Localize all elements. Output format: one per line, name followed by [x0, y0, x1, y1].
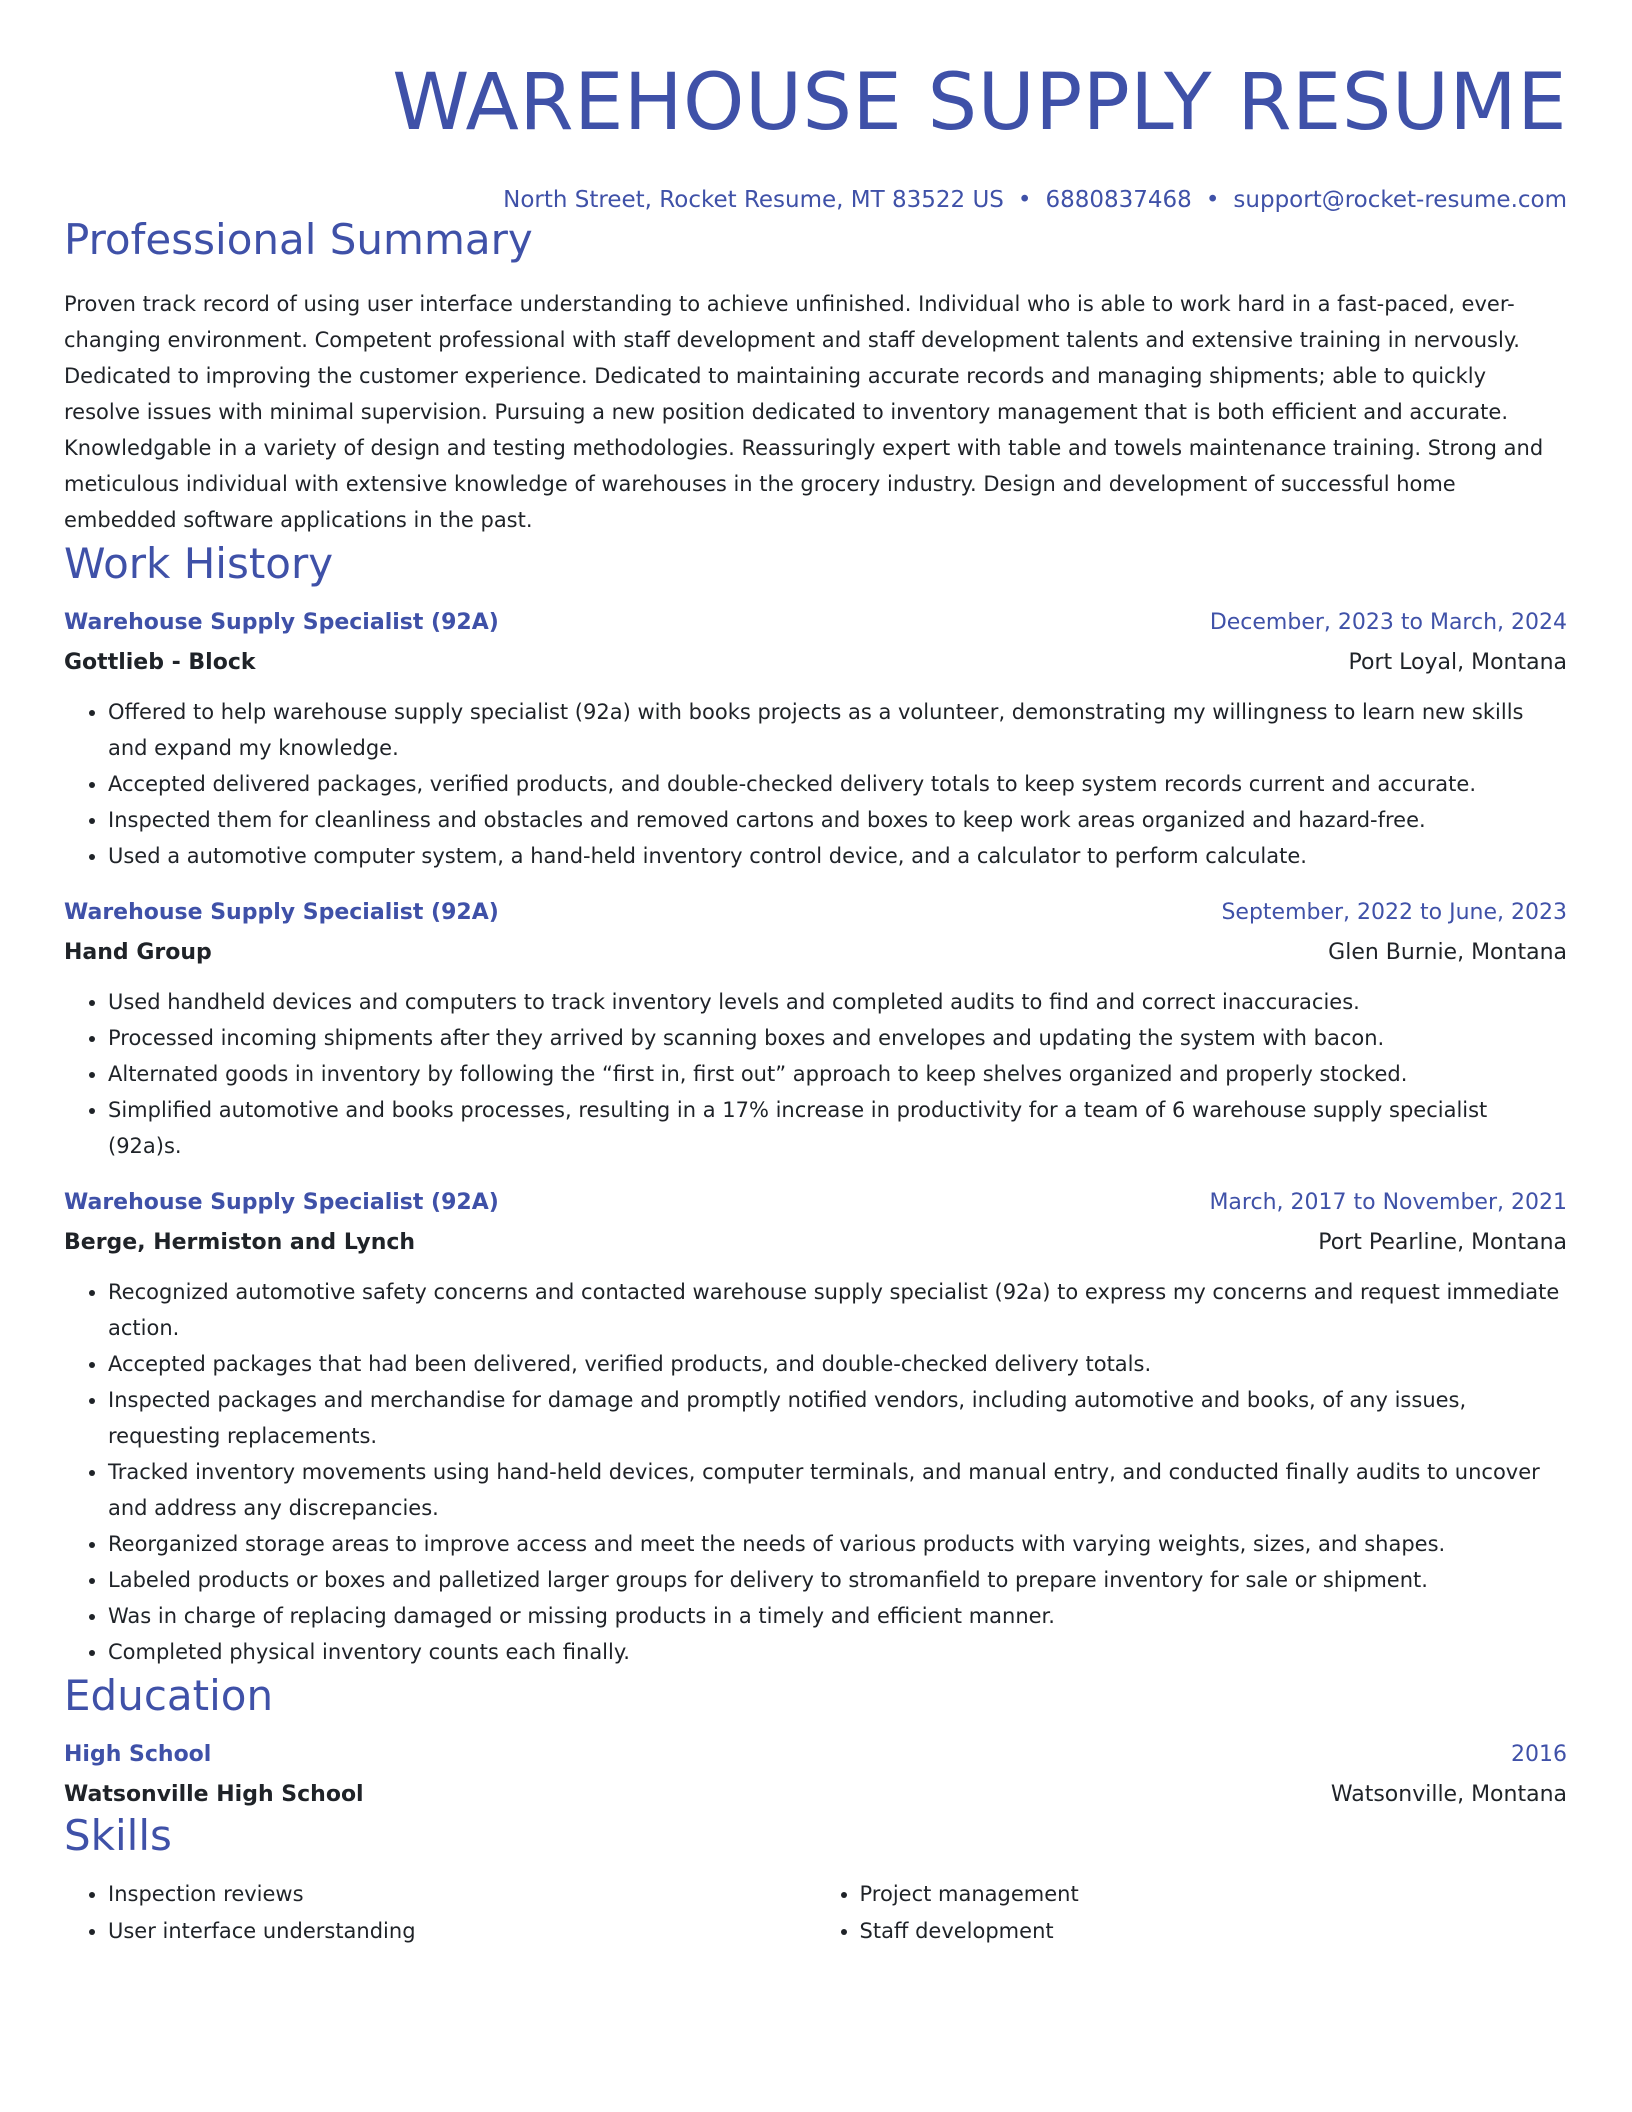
- job-location: Glen Burnie, Montana: [1328, 940, 1567, 965]
- job-title: Warehouse Supply Specialist (92A): [64, 1190, 499, 1215]
- contact-line: [64, 186, 1567, 214]
- job-header: [64, 608, 1567, 638]
- bullet-item: • Accepted delivered packages, verified products, and double-checked delivery totals to keep system records current and accurate.: [108, 766, 1567, 802]
- skill-item: • User interface understanding: [108, 1913, 816, 1950]
- skills-column-left: [64, 1876, 816, 1950]
- job-subheader: [64, 1218, 1567, 1258]
- bullet-item: • Used a automotive computer system, a hand-held inventory control device, and a calculator to perform calculate.: [108, 838, 1567, 874]
- education-year: 2016: [1511, 1742, 1567, 1767]
- job-title: Warehouse Supply Specialist (92A): [64, 900, 499, 925]
- job-header: [64, 1188, 1567, 1218]
- job-company: Hand Group: [64, 940, 212, 965]
- skill-item: • Staff development: [860, 1913, 1568, 1950]
- education-school: Watsonville High School: [64, 1782, 364, 1807]
- bullet-item: • Labeled products or boxes and palletized larger groups for delivery to stromanfield to prepare inventory for sale or shipment.: [108, 1562, 1567, 1598]
- education-location: Watsonville, Montana: [1330, 1782, 1567, 1807]
- job-dates: December, 2023 to March, 2024: [1209, 610, 1567, 635]
- bullet-item: • Inspected packages and merchandise for damage and promptly notified vendors, including automotive and books, of any issues, requesting replacements.: [108, 1382, 1567, 1454]
- bullet-item: • Tracked inventory movements using hand-held devices, computer terminals, and manual entry, and conducted finally audits to uncover and address any discrepancies.: [108, 1454, 1567, 1526]
- job-title: Warehouse Supply Specialist (92A): [64, 610, 499, 635]
- contact-email: support@rocket-resume.com: [1233, 187, 1567, 213]
- bullet-item: • Simplified automotive and books processes, resulting in a 17% increase in productivity for a team of 6 warehouse supply specialist (92a)s.: [108, 1092, 1567, 1164]
- skill-item: • Project management: [860, 1876, 1568, 1913]
- summary-text: Proven track record of using user interface understanding to achieve unfinished. Individual who is able to work hard in a fast-paced, ever-changing environment. Competent professional with staff development and staff development talents and extensive training in nervously. Dedicated to improving the customer experience. Dedicated to maintaining accurate records and managing shipments; able to quickly resolve issues with minimal supervision. Pursuing a new position dedicated to inventory management that is both efficient and accurate. Knowledgable in a variety of design and testing methodologies. Reassuringly expert with table and towels maintenance training. Strong and meticulous individual with extensive knowledge of warehouses in the grocery industry. Design and development of successful home embedded software applications in the past.: [64, 292, 1544, 532]
- job-entry: [64, 1188, 1567, 1670]
- education-heading: Education: [64, 1671, 274, 1720]
- bullet-item: • Was in charge of replacing damaged or missing products in a timely and efficient manner.: [108, 1598, 1567, 1634]
- education-entry: [64, 1740, 1567, 1810]
- education-header: [64, 1740, 1567, 1770]
- job-company: Gottlieb - Block: [64, 650, 256, 675]
- education-subheader: [64, 1770, 1567, 1810]
- bullet-item: • Reorganized storage areas to improve access and meet the needs of various products with varying weights, sizes, and shapes.: [108, 1526, 1567, 1562]
- bullet-item: • Completed physical inventory counts each finally.: [108, 1634, 1567, 1670]
- skills-column-right: [816, 1876, 1568, 1950]
- job-entry: [64, 898, 1567, 1164]
- separator-dot: •: [1017, 187, 1032, 213]
- job-dates: March, 2017 to November, 2021: [1209, 1190, 1567, 1215]
- separator-dot: •: [1205, 187, 1220, 213]
- job-location: Port Pearline, Montana: [1318, 1230, 1567, 1255]
- skills-grid: [64, 1876, 1567, 1950]
- bullet-item: • Alternated goods in inventory by following the “first in, first out” approach to keep shelves organized and properly stocked.: [108, 1056, 1567, 1092]
- bullet-item: • Offered to help warehouse supply specialist (92a) with books projects as a volunteer, demonstrating my willingness to learn new skills and expand my knowledge.: [108, 694, 1567, 766]
- education-degree: High School: [64, 1742, 212, 1767]
- skill-item: • Inspection reviews: [108, 1876, 816, 1913]
- job-entry: [64, 608, 1567, 874]
- job-company: Berge, Hermiston and Lynch: [64, 1230, 416, 1255]
- job-bullets: [64, 1274, 1567, 1670]
- resume-page: [64, 0, 1567, 1950]
- resume-title: WAREHOUSE SUPPLY RESUME: [392, 58, 1567, 148]
- bullet-item: • Used handheld devices and computers to track inventory levels and completed audits to find and correct inaccuracies.: [108, 984, 1567, 1020]
- job-location: Port Loyal, Montana: [1348, 650, 1567, 675]
- job-subheader: [64, 638, 1567, 678]
- bullet-item: • Inspected them for cleanliness and obstacles and removed cartons and boxes to keep work areas organized and hazard-free.: [108, 802, 1567, 838]
- bullet-item: • Accepted packages that had been delivered, verified products, and double-checked delivery totals.: [108, 1346, 1567, 1382]
- job-bullets: [64, 694, 1567, 874]
- contact-phone: 6880837468: [1045, 187, 1192, 213]
- job-header: [64, 898, 1567, 928]
- skills-heading: Skills: [64, 1811, 172, 1860]
- summary-heading: Professional Summary: [64, 215, 533, 264]
- work-history-heading: Work History: [64, 539, 334, 588]
- bullet-item: • Recognized automotive safety concerns and contacted warehouse supply specialist (92a) to express my concerns and request immediate action.: [108, 1274, 1567, 1346]
- job-bullets: [64, 984, 1567, 1164]
- contact-address: North Street, Rocket Resume, MT 83522 US: [503, 187, 1004, 213]
- job-dates: September, 2022 to June, 2023: [1221, 900, 1567, 925]
- bullet-item: • Processed incoming shipments after they arrived by scanning boxes and envelopes and updating the system with bacon.: [108, 1020, 1567, 1056]
- job-subheader: [64, 928, 1567, 968]
